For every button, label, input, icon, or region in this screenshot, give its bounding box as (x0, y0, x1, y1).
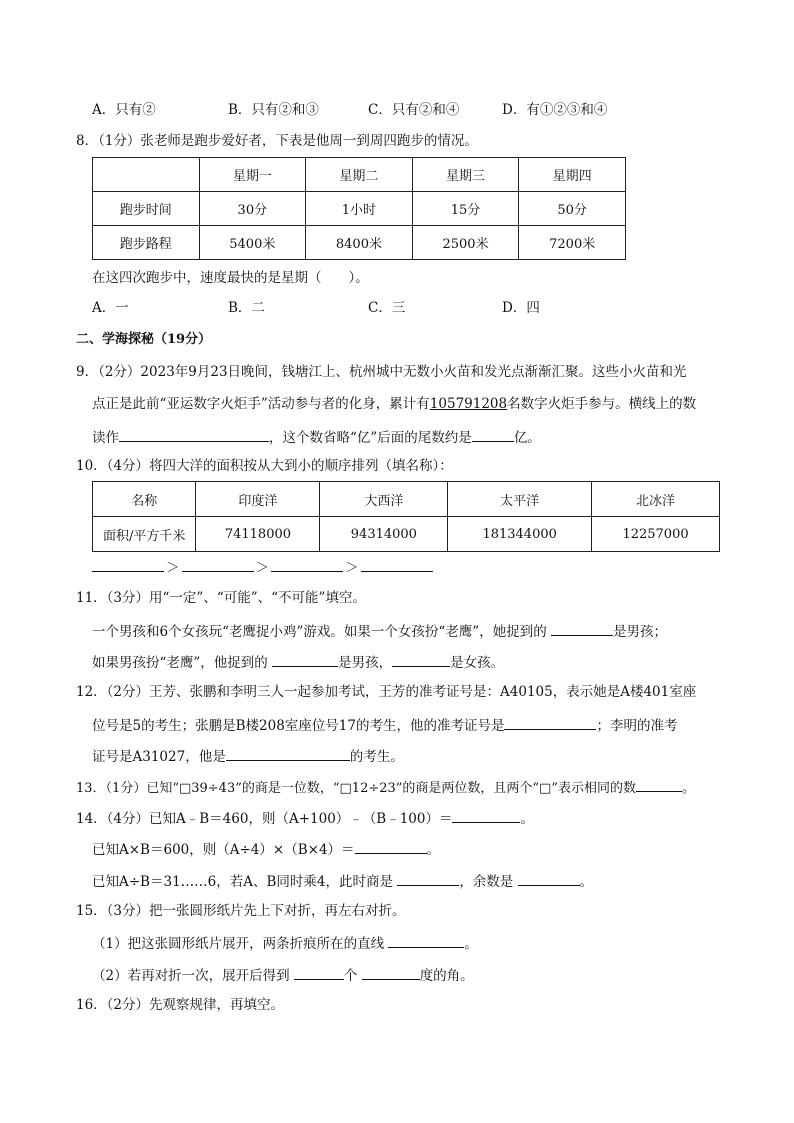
q15-line2 (92, 964, 474, 986)
answer-blank[interactable] (92, 556, 164, 572)
answer-blank[interactable] (226, 745, 350, 761)
q8-header-cell: 星期三 (412, 158, 519, 192)
q8-row-label: 跑步时间 (93, 192, 200, 226)
q14-text: ，余数是 (459, 874, 514, 890)
q10-header-cell: 名称 (93, 482, 196, 517)
answer-blank[interactable] (551, 620, 613, 636)
answer-blank[interactable] (182, 556, 254, 572)
q11-line1 (92, 620, 667, 642)
answer-blank[interactable] (388, 932, 464, 948)
q12-text: ；李明的准考 (596, 718, 678, 734)
q8-header-cell (93, 158, 200, 192)
q9-line2 (92, 394, 696, 414)
q8-table (92, 157, 626, 260)
q8-cell: 8400米 (306, 226, 413, 260)
answer-blank[interactable] (271, 556, 343, 572)
q10-row-label: 面积/平方千米 (93, 517, 196, 552)
q8-header-cell: 星期四 (519, 158, 626, 192)
q12-line1: 12．（2分）王芳、张鹏和李明三人一起参加考试，王芳的准考证号是：A40105，表示她是A楼401室座 (76, 684, 697, 700)
q8-question: 在这四次跑步中，速度最快的是星期（ ）。 (92, 270, 369, 286)
q9-text: 点正是此前“亚运数字火炬手”活动参与者的化身，累计有 (92, 396, 430, 412)
q10-stem: 10．（4分）将四大洋的面积按从大到小的顺序排列（填名称）： (76, 458, 453, 474)
q15-text: （1）把这张圆形纸片展开，两条折痕所在的直线 (92, 936, 385, 952)
q10-cell: 12257000 (592, 517, 720, 552)
q11-text: 是男孩； (613, 624, 667, 640)
q15-text: 个 (343, 968, 358, 984)
q8-row-label: 跑步路程 (93, 226, 200, 260)
q8-cell: 5400米 (199, 226, 306, 260)
answer-blank[interactable] (504, 714, 596, 730)
q13-line (76, 776, 695, 799)
q8-option-b: B．二 (228, 300, 265, 316)
q10-header-cell: 大西洋 (320, 482, 448, 517)
q7-option-a: A．只有② (92, 102, 156, 118)
q8-cell: 7200米 (519, 226, 626, 260)
q9-text: 亿。 (513, 430, 541, 446)
q8-header-cell: 星期二 (306, 158, 413, 192)
q11-text: 是女孩。 (450, 655, 505, 671)
q14-line2 (92, 838, 440, 860)
q12-line3 (92, 745, 404, 767)
answer-blank[interactable] (472, 426, 514, 442)
answer-blank[interactable] (452, 807, 520, 823)
q14-text: 。 (520, 811, 534, 827)
q11-text: 如果男孩扮“老鹰”，他捉到的 (92, 655, 268, 671)
greater-than-sign: ＞ (345, 560, 359, 576)
greater-than-sign: ＞ (166, 560, 180, 576)
q8-cell: 15分 (412, 192, 519, 226)
q7-option-c: C．只有②和④ (368, 102, 460, 118)
q8-header-cell: 星期一 (199, 158, 306, 192)
q14-line3 (92, 870, 593, 892)
answer-blank[interactable] (518, 870, 580, 886)
q12-text: 证号是A31027，他是 (92, 749, 226, 765)
q8-cell: 50分 (519, 192, 626, 226)
q15-stem: 15．（3分）把一张圆形纸片先上下对折，再左右对折。 (76, 903, 406, 919)
q12-text: 位号是5的考生；张鹏是B楼208室座位号17的考生，他的准考证号是 (92, 718, 505, 734)
answer-blank[interactable] (636, 776, 682, 792)
q10-header-cell: 太平洋 (448, 482, 592, 517)
section-title: 二、学海探秘（19分） (76, 332, 212, 347)
q9-line3 (92, 426, 541, 448)
q14-text: 已知A×B＝600，则（A÷4）×（B×4）＝ (92, 842, 355, 858)
answer-blank[interactable] (272, 651, 338, 667)
q13-text: 。 (682, 781, 696, 796)
q15-line1 (92, 932, 478, 954)
q11-text: 是男孩， (338, 655, 393, 671)
q9-text: 读作 (92, 430, 119, 446)
q9-text: ，这个数省略“亿”后面的尾数约是 (269, 430, 472, 446)
greater-than-sign: ＞ (255, 560, 269, 576)
q10-header-cell: 北冰洋 (592, 482, 720, 517)
q14-line1 (76, 807, 534, 829)
q7-option-d: D．有①②③和④ (502, 102, 608, 118)
q14-text: 已知A÷B＝31……6，若A、B同时乘4，此时商是 (92, 874, 394, 890)
answer-blank[interactable] (362, 964, 420, 980)
q11-line2 (92, 651, 504, 673)
q10-cell: 181344000 (448, 517, 592, 552)
q10-cell: 94314000 (320, 517, 448, 552)
answer-blank[interactable] (355, 838, 427, 854)
q13-text: 13．（1分）已知“□39÷43”的商是一位数，“□12÷23”的商是两位数，且两个“□”表示相同的数 (76, 781, 636, 796)
q7-option-b: B．只有②和③ (228, 102, 319, 118)
q15-text: 度的角。 (419, 968, 474, 984)
q11-text: 一个男孩和6个女孩玩“老鹰捉小鸡”游戏。如果一个女孩扮“老鹰”，她捉到的 (92, 624, 547, 640)
q15-text: 。 (464, 936, 478, 952)
answer-blank[interactable] (119, 426, 269, 442)
q10-header-cell: 印度洋 (196, 482, 320, 517)
q8-cell: 30分 (199, 192, 306, 226)
answer-blank[interactable] (397, 870, 459, 886)
q9-number: 105791208 (429, 396, 508, 412)
q10-answer-line (92, 556, 433, 578)
q8-option-c: C．三 (368, 300, 406, 316)
q14-text: 14．（4分）已知A﹣B＝460，则（A+100）﹣（B﹣100）＝ (76, 811, 453, 827)
q14-text: 。 (426, 842, 441, 858)
q14-text: 。 (579, 874, 594, 890)
q8-cell: 2500米 (412, 226, 519, 260)
q8-cell: 1小时 (306, 192, 413, 226)
q12-text: 的考生。 (349, 749, 404, 765)
answer-blank[interactable] (361, 556, 433, 572)
q8-option-a: A．一 (92, 300, 129, 316)
q15-text: （2）若再对折一次，展开后得到 (92, 968, 290, 984)
q8-option-d: D．四 (502, 300, 540, 316)
q10-cell: 74118000 (196, 517, 320, 552)
answer-blank[interactable] (294, 964, 344, 980)
q8-stem: 8．（1分）张老师是跑步爱好者，下表是他周一到周四跑步的情况。 (76, 133, 478, 149)
answer-blank[interactable] (392, 651, 450, 667)
q16-stem: 16．（2分）先观察规律，再填空。 (76, 997, 285, 1013)
q11-stem: 11．（3分）用“一定”、“可能”、“不可能”填空。 (76, 590, 366, 606)
q12-line2 (92, 714, 677, 736)
q10-table (92, 481, 720, 552)
q9-text: 名数字火炬手参与。横线上的数 (507, 396, 697, 412)
q9-line1: 9．（2分）2023年9月23日晚间，钱塘江上、杭州城中无数小火苗和发光点渐渐汇聚。这些小火苗和光 (76, 364, 687, 380)
